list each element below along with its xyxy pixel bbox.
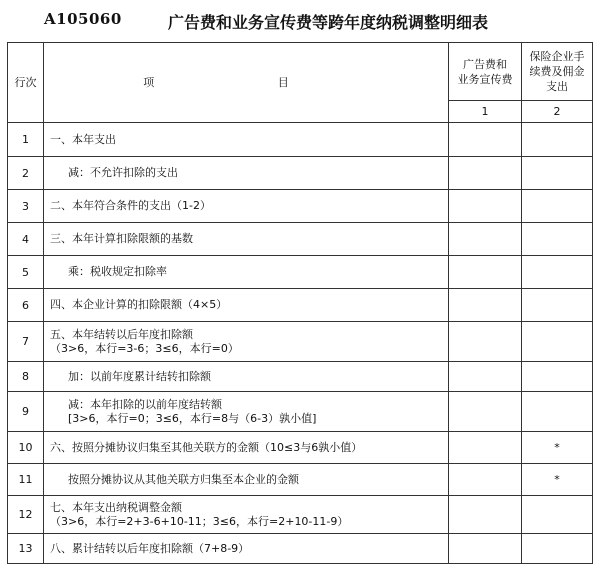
header-col2-line3: 支出 (546, 80, 568, 93)
table-row (8, 534, 593, 564)
row-value-col2[interactable] (522, 322, 593, 362)
row-item-line2: （3>6，本行=2+3-6+10-11；3≤6，本行=2+10-11-9） (50, 514, 349, 528)
table-row (8, 223, 593, 256)
row-value-col2[interactable] (522, 392, 593, 432)
header-col1-line2: 业务宣传费 (457, 72, 513, 86)
row-value-col1[interactable] (449, 289, 522, 322)
row-value-col2[interactable]: * (522, 464, 593, 496)
row-number: 10 (8, 432, 44, 464)
row-number: 5 (8, 256, 44, 289)
row-value-col1[interactable] (449, 534, 522, 564)
row-number: 7 (8, 322, 44, 362)
row-item: 四、本企业计算的扣除限额（4×5） (44, 289, 449, 322)
row-value-col1[interactable] (449, 157, 522, 190)
row-value-col1[interactable] (449, 322, 522, 362)
row-value-col2[interactable] (522, 289, 593, 322)
row-value-col1[interactable] (449, 223, 522, 256)
table-row (8, 432, 593, 464)
row-value-col1[interactable] (449, 362, 522, 392)
header-row (8, 43, 593, 101)
row-number: 8 (8, 362, 44, 392)
row-item: 减：不允许扣除的支出 (44, 157, 449, 190)
form-title: 广告费和业务宣传费等跨年度纳税调整明细表 (168, 13, 489, 32)
adjustment-table (7, 42, 593, 564)
row-value-col2[interactable] (522, 157, 593, 190)
row-item-line2: [3>6，本行=0；3≤6，本行=8与（6-3）孰小值] (68, 411, 317, 425)
row-number: 4 (8, 223, 44, 256)
header-col2-no: 2 (522, 101, 593, 123)
form-header (0, 0, 600, 40)
table-row (8, 157, 593, 190)
table-row (8, 190, 593, 223)
header-col1-no: 1 (449, 101, 522, 123)
row-item: 加：以前年度累计结转扣除额 (44, 362, 449, 392)
row-value-col1[interactable] (449, 432, 522, 464)
row-item (44, 322, 449, 362)
row-number: 1 (8, 123, 44, 157)
row-number: 11 (8, 464, 44, 496)
row-item: 八、累计结转以后年度扣除额（7+8-9） (44, 534, 449, 564)
row-value-col1[interactable] (449, 392, 522, 432)
table-row (8, 322, 593, 362)
row-item-line2: （3>6，本行=3-6；3≤6，本行=0） (50, 341, 239, 355)
header-col1-line1: 广告费和 (463, 57, 507, 71)
row-item (44, 392, 449, 432)
row-value-col1[interactable] (449, 190, 522, 223)
row-item-line1: 七、本年支出纳税调整金额 (50, 500, 182, 514)
row-item (44, 496, 449, 534)
row-value-col2[interactable] (522, 496, 593, 534)
table-row (8, 464, 593, 496)
row-value-col2[interactable] (522, 534, 593, 564)
row-number: 13 (8, 534, 44, 564)
row-value-col2[interactable] (522, 362, 593, 392)
row-number: 6 (8, 289, 44, 322)
row-number: 12 (8, 496, 44, 534)
row-item: 六、按照分摊协议归集至其他关联方的金额（10≤3与6孰小值） (44, 432, 449, 464)
row-value-col2[interactable] (522, 223, 593, 256)
header-row-no: 行次 (8, 43, 44, 123)
row-value-col2[interactable] (522, 190, 593, 223)
table-row (8, 392, 593, 432)
row-value-col1[interactable] (449, 256, 522, 289)
header-item (44, 43, 449, 123)
table-row (8, 362, 593, 392)
table-row (8, 496, 593, 534)
row-item: 三、本年计算扣除限额的基数 (44, 223, 449, 256)
header-col2 (522, 43, 593, 101)
form-code: A105060 (44, 10, 122, 28)
row-item-line1: 五、本年结转以后年度扣除额 (50, 327, 193, 341)
row-number: 9 (8, 392, 44, 432)
table-row (8, 256, 593, 289)
header-item-label: 项 目 (143, 76, 349, 89)
row-value-col2[interactable] (522, 123, 593, 157)
table-row (8, 123, 593, 157)
header-col2-line1: 保险企业手 (529, 50, 585, 63)
row-item: 二、本年符合条件的支出（1-2） (44, 190, 449, 223)
row-value-col1[interactable] (449, 464, 522, 496)
row-item: 乘：税收规定扣除率 (44, 256, 449, 289)
header-col1 (449, 43, 522, 101)
row-value-col2[interactable]: * (522, 432, 593, 464)
row-number: 3 (8, 190, 44, 223)
row-item-line1: 减：本年扣除的以前年度结转额 (68, 397, 222, 411)
row-value-col1[interactable] (449, 496, 522, 534)
row-item: 按照分摊协议从其他关联方归集至本企业的金额 (44, 464, 449, 496)
table-row (8, 289, 593, 322)
row-number: 2 (8, 157, 44, 190)
row-value-col2[interactable] (522, 256, 593, 289)
header-col2-line2: 续费及佣金 (529, 65, 585, 78)
row-value-col1[interactable] (449, 123, 522, 157)
row-item: 一、本年支出 (44, 123, 449, 157)
